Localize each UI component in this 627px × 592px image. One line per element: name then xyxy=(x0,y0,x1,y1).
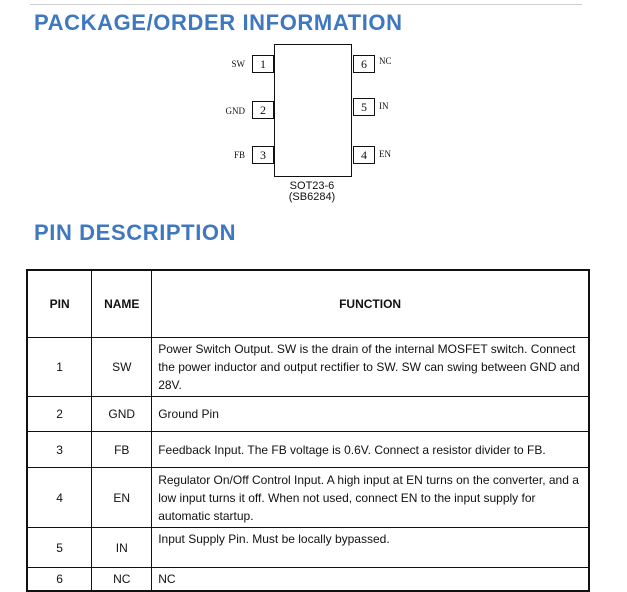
header-name: NAME xyxy=(92,270,152,338)
table-header-row xyxy=(27,270,589,338)
pin-name: SW xyxy=(92,338,152,397)
header-function: FUNCTION xyxy=(152,270,589,338)
pin-label-nc: NC xyxy=(379,56,392,66)
pin-label-sw: SW xyxy=(231,59,245,69)
pin-number: 3 xyxy=(27,432,92,468)
package-section-title: PACKAGE/ORDER INFORMATION xyxy=(34,10,403,35)
pin-function: NC xyxy=(152,568,589,592)
pin-label-in: IN xyxy=(379,101,389,111)
pin-name: FB xyxy=(92,432,152,468)
table-row xyxy=(27,397,589,432)
ic-body xyxy=(274,44,352,177)
header-pin: PIN xyxy=(27,270,92,338)
pin-number: 6 xyxy=(27,568,92,592)
pin-label-fb: FB xyxy=(233,150,245,160)
pin-box-6: 6 xyxy=(353,55,375,73)
pin-box-1: 1 xyxy=(252,55,274,73)
pin-name: GND xyxy=(92,397,152,432)
table-row xyxy=(27,338,589,397)
pin-box-5: 5 xyxy=(353,98,375,116)
package-caption xyxy=(282,181,342,203)
pin-function: Feedback Input. The FB voltage is 0.6V. Connect a resistor divider to FB. xyxy=(152,432,589,468)
pin-box-3: 3 xyxy=(252,146,274,164)
table-row xyxy=(27,528,589,568)
pin-label-en: EN xyxy=(379,149,391,159)
pin-number: 4 xyxy=(27,468,92,528)
top-rule xyxy=(30,4,582,5)
pin-name: EN xyxy=(92,468,152,528)
pin-function: Regulator On/Off Control Input. A high input at EN turns on the converter, and a low input turns it off. When not used, connect EN to the input supply for automatic startup. xyxy=(152,468,589,528)
pin-function: Ground Pin xyxy=(152,397,589,432)
pin-name: IN xyxy=(92,528,152,568)
pin-box-4: 4 xyxy=(353,146,375,164)
pin-name: NC xyxy=(92,568,152,592)
pin-number: 5 xyxy=(27,528,92,568)
table-row xyxy=(27,568,589,592)
pin-function: Input Supply Pin. Must be locally bypassed. xyxy=(152,528,589,568)
pin-label-gnd: GND xyxy=(225,106,245,116)
part-number: (SB6284) xyxy=(288,191,336,203)
pin-number: 1 xyxy=(27,338,92,397)
table-row xyxy=(27,432,589,468)
pin-number: 2 xyxy=(27,397,92,432)
pin-description-table xyxy=(26,269,590,592)
pin-box-2: 2 xyxy=(252,101,274,119)
pin-function: Power Switch Output. SW is the drain of the internal MOSFET switch. Connect the power inductor and output rectifier to SW. SW can swing between GND and 28V. xyxy=(152,338,589,397)
table-row xyxy=(27,468,589,528)
package-name: SOT23-6 xyxy=(289,180,335,192)
pin-section-title: PIN DESCRIPTION xyxy=(34,220,237,245)
